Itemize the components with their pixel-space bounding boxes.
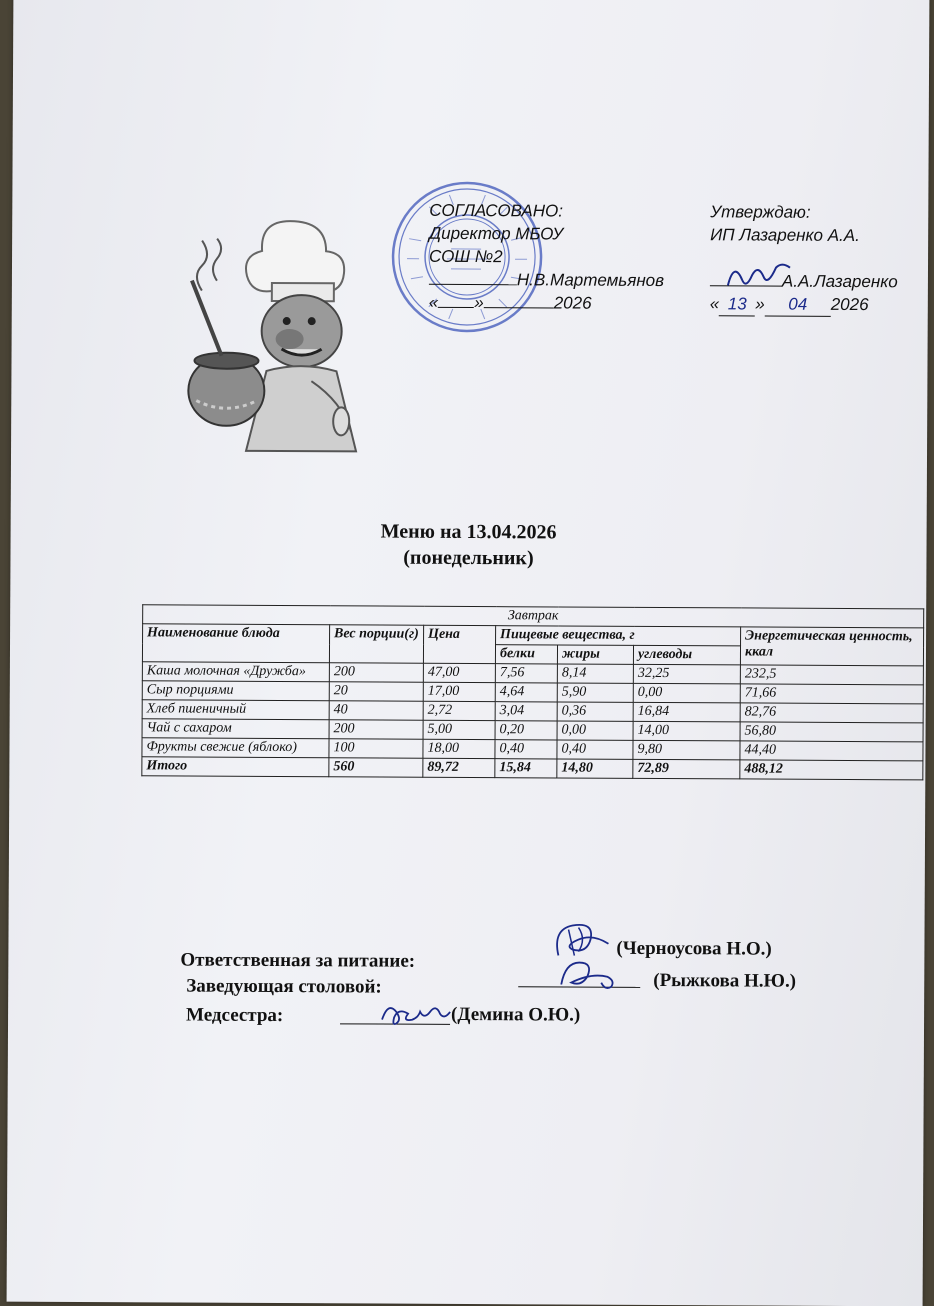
- agreed-heading: СОГЛАСОВАНО:: [429, 200, 564, 221]
- header-carbs: углеводы: [633, 645, 740, 665]
- total-price: 89,72: [423, 758, 495, 777]
- dish-protein: 7,56: [495, 664, 557, 683]
- canteen-signature: [553, 954, 623, 990]
- total-weight: 560: [329, 758, 423, 777]
- header-protein: белки: [495, 645, 557, 664]
- agreed-signer: Н.В.Мартемьянов: [516, 270, 665, 291]
- nurse-signature: [378, 994, 456, 1028]
- dish-protein: 3,04: [495, 702, 557, 721]
- total-row: [142, 757, 923, 780]
- dish-carbs: 32,25: [633, 664, 740, 684]
- menu-title: Меню на 13.04.2026: [380, 520, 557, 544]
- dish-weight: 20: [329, 682, 423, 701]
- agreed-date-line: « » 2026: [428, 292, 592, 313]
- document-page: [7, 0, 930, 1306]
- approved-company: ИП Лазаренко А.А.: [710, 225, 860, 246]
- total-label: Итого: [142, 757, 329, 777]
- dish-name: Хлеб пшеничный: [142, 700, 329, 720]
- dish-fat: 0,40: [557, 740, 633, 759]
- total-protein: 15,84: [495, 759, 557, 778]
- nurse-name: (Демина О.Ю.): [451, 1003, 581, 1026]
- dish-price: 2,72: [423, 701, 495, 720]
- nutrition-responsible-label: Ответственная за питание:: [180, 949, 416, 972]
- dish-energy: 71,66: [740, 684, 923, 704]
- dish-protein: 0,40: [495, 740, 557, 759]
- dish-fat: 0,36: [557, 702, 633, 721]
- dish-price: 18,00: [423, 739, 495, 758]
- canteen-head-name: (Рыжкова Н.Ю.): [653, 969, 797, 992]
- dish-price: 47,00: [423, 663, 495, 682]
- total-energy: 488,12: [740, 760, 923, 780]
- dish-price: 5,00: [423, 720, 495, 739]
- header-nutrients: Пищевые вещества, г: [496, 626, 741, 646]
- dish-name: Каша молочная «Дружба»: [142, 662, 329, 682]
- dish-carbs: 14,00: [633, 721, 740, 741]
- dish-name: Чай с сахаром: [142, 719, 329, 739]
- dish-weight: 200: [329, 663, 423, 682]
- dish-energy: 56,80: [740, 722, 923, 742]
- agreed-position: Директор МБОУ: [429, 223, 564, 244]
- approved-date-line: « 13 » 04 2026: [710, 292, 898, 317]
- header-name: Наименование блюда: [142, 624, 329, 663]
- approved-month: 04: [765, 293, 831, 317]
- dish-price: 17,00: [423, 682, 495, 701]
- dish-protein: 0,20: [495, 721, 557, 740]
- total-carbs: 72,89: [633, 759, 740, 779]
- dish-name: Сыр порциями: [142, 681, 329, 701]
- agreed-school: СОШ №2: [429, 246, 503, 267]
- menu-table: [141, 604, 924, 780]
- agreed-signer-line: [429, 268, 664, 292]
- total-fat: 14,80: [557, 759, 633, 778]
- nutrition-responsible-name: (Черноусова Н.О.): [616, 937, 772, 960]
- header-row: [143, 624, 924, 647]
- dish-energy: 232,5: [740, 665, 923, 685]
- dish-carbs: 0,00: [633, 683, 740, 703]
- dish-carbs: 9,80: [633, 740, 740, 760]
- dish-weight: 40: [329, 701, 423, 720]
- menu-subtitle: (понедельник): [403, 546, 534, 570]
- approver-signature: [724, 257, 794, 291]
- dish-fat: 5,90: [557, 683, 633, 702]
- approved-day: 13: [719, 292, 755, 316]
- dish-energy: 44,40: [740, 741, 923, 761]
- dish-energy: 82,76: [740, 703, 923, 723]
- approved-signer: А.А.Лазаренко: [781, 271, 898, 292]
- dish-fat: 0,00: [557, 721, 633, 740]
- chef-illustration: [171, 210, 372, 461]
- agreed-year: 2026: [553, 293, 592, 313]
- approval-block-agreed: [429, 199, 665, 315]
- dish-name: Фрукты свежие (яблоко): [142, 738, 329, 758]
- header-weight: Вес порции(г): [329, 625, 423, 663]
- approved-year: 2026: [830, 294, 869, 315]
- header-fat: жиры: [557, 645, 633, 664]
- nurse-label: Медсестра:: [186, 1004, 284, 1027]
- canteen-head-label: Заведующая столовой:: [186, 975, 382, 998]
- dish-fat: 8,14: [557, 664, 633, 683]
- dish-weight: 200: [329, 720, 423, 739]
- header-price: Цена: [423, 625, 495, 663]
- meal-caption: Завтрак: [143, 605, 924, 628]
- dish-weight: 100: [329, 739, 423, 758]
- dish-protein: 4,64: [495, 683, 557, 702]
- dish-carbs: 16,84: [633, 702, 740, 722]
- approved-heading: Утверждаю:: [710, 202, 811, 222]
- header-energy: Энергетическая ценность, ккал: [740, 627, 923, 666]
